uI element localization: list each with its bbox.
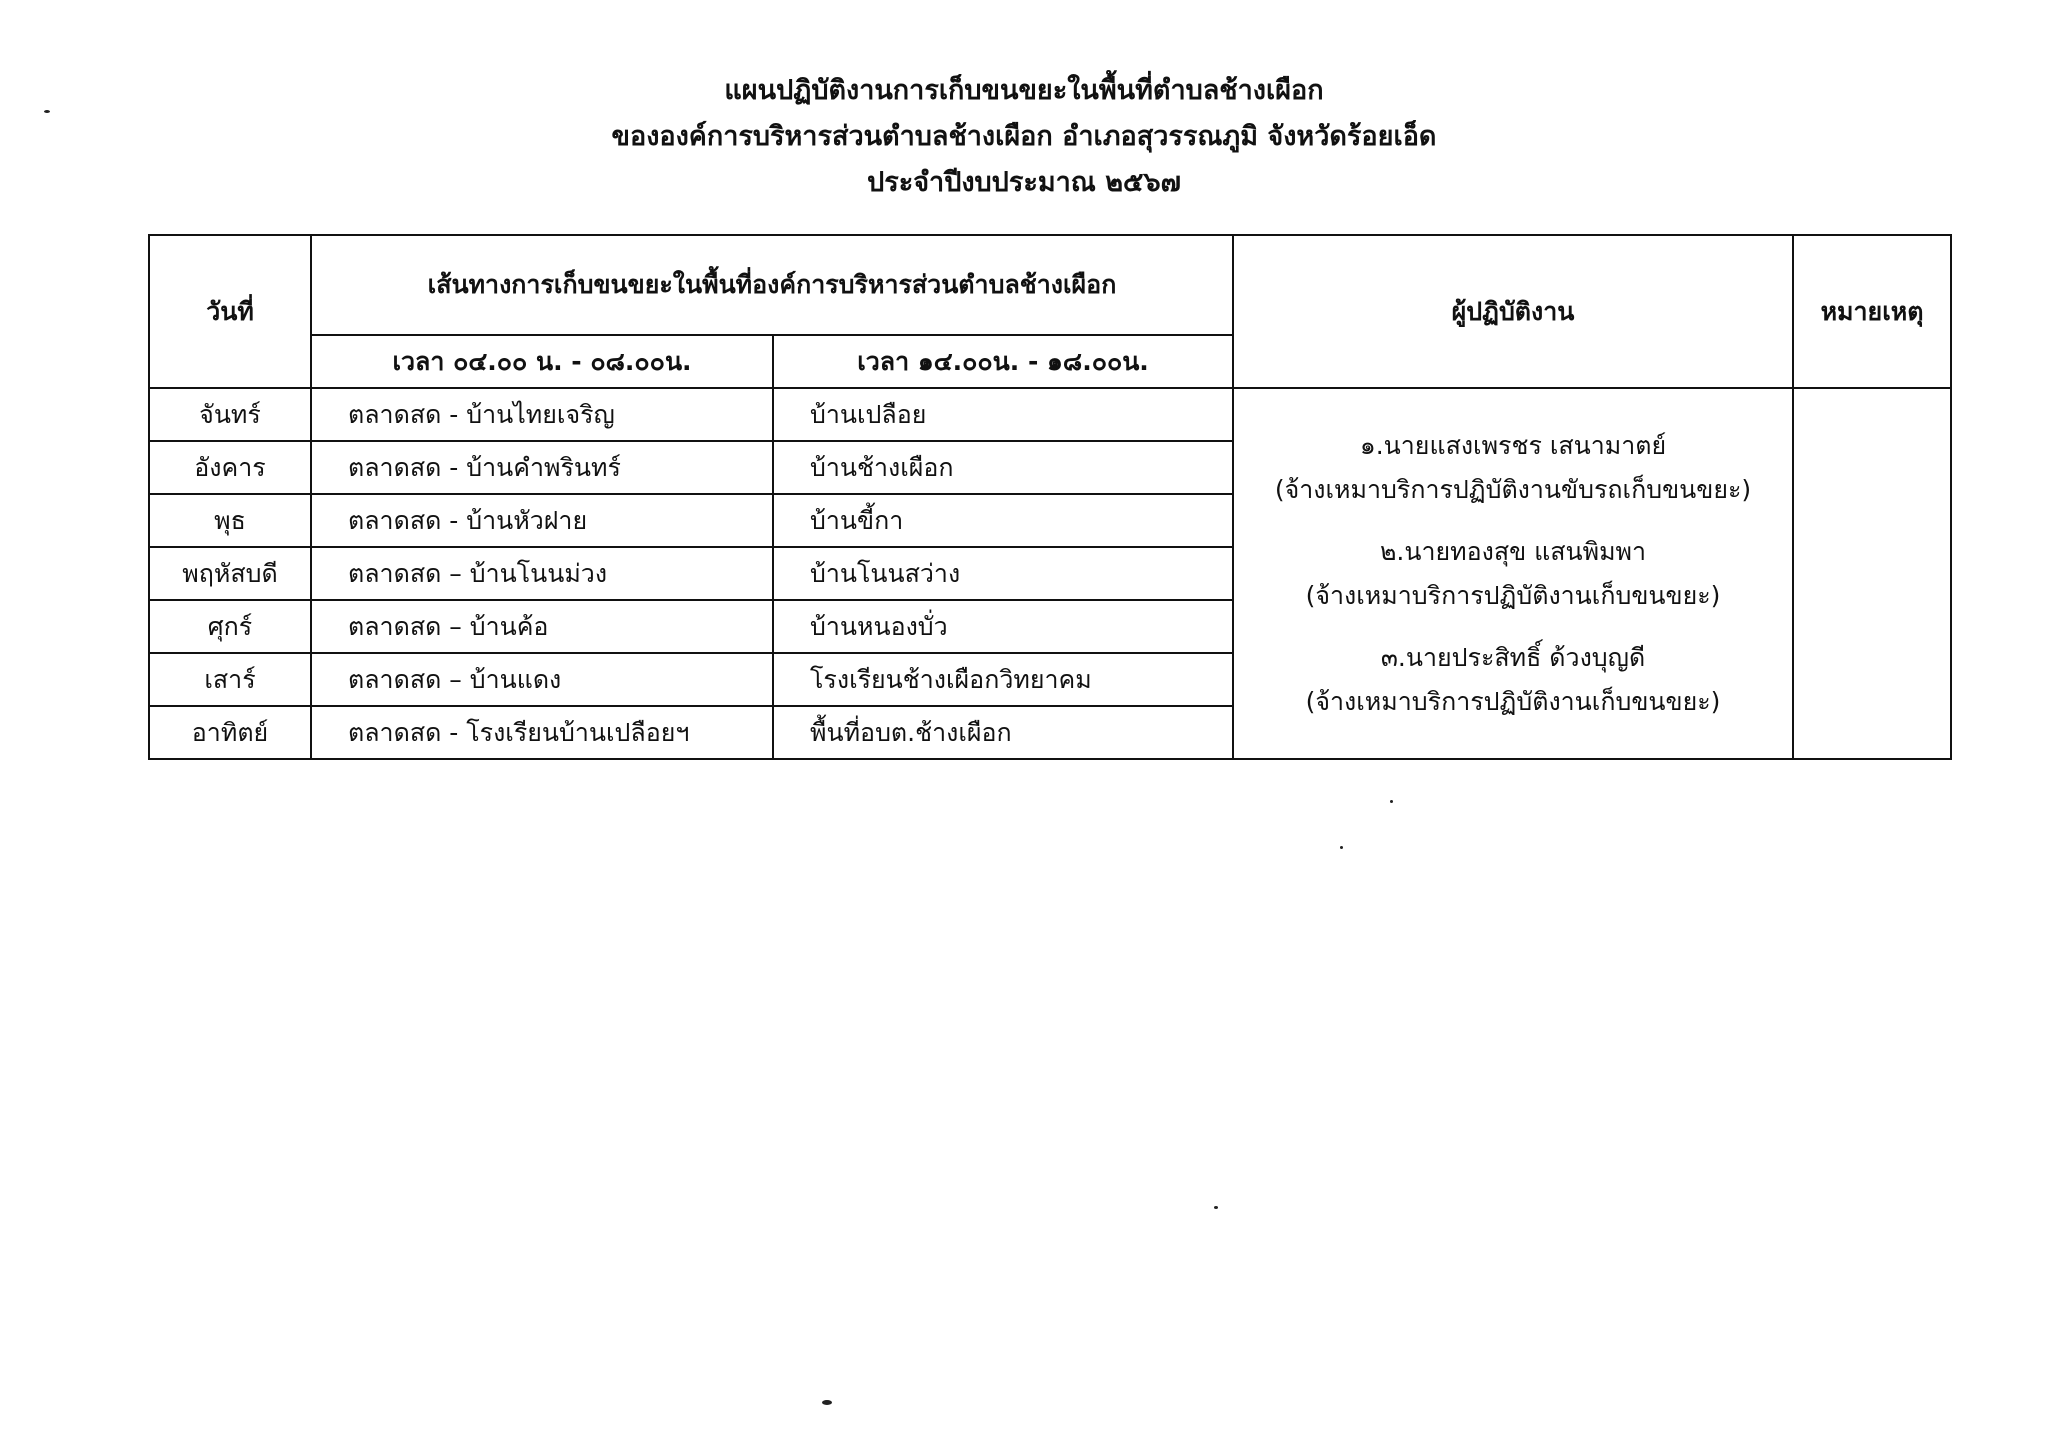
- document-header: [0, 68, 2048, 206]
- worker-role: (จ้างเหมาบริการปฏิบัติงานเก็บขนขยะ): [1305, 580, 1721, 610]
- day-cell: อาทิตย์: [149, 706, 311, 759]
- header-morning-time: เวลา ๐๔.๐๐ น. - ๐๘.๐๐น.: [311, 335, 773, 388]
- title-line-2: ขององค์การบริหารส่วนตำบลช้างเผือก อำเภอสุวรรณภูมิ จังหวัดร้อยเอ็ด: [611, 121, 1437, 152]
- morning-route-cell: ตลาดสด - บ้านหัวฝาย: [311, 494, 773, 547]
- afternoon-route-cell: บ้านหนองบั่ว: [773, 600, 1233, 653]
- morning-route-cell: ตลาดสด – บ้านแดง: [311, 653, 773, 706]
- afternoon-route-cell: บ้านช้างเผือก: [773, 441, 1233, 494]
- header-route: เส้นทางการเก็บขนขยะในพื้นที่องค์การบริหารส่วนตำบลช้างเผือก: [311, 235, 1233, 335]
- workers-cell: [1233, 388, 1793, 759]
- morning-route-cell: ตลาดสด – บ้านโนนม่วง: [311, 547, 773, 600]
- worker-name: ๓.นายประสิทธิ์ ด้วงบุญดี: [1380, 642, 1646, 672]
- morning-route-cell: ตลาดสด - บ้านไทยเจริญ: [311, 388, 773, 441]
- morning-route-cell: ตลาดสด - บ้านคำพรินทร์: [311, 441, 773, 494]
- header-workers: ผู้ปฏิบัติงาน: [1233, 235, 1793, 388]
- table-row: [149, 388, 1951, 441]
- header-remarks: หมายเหตุ: [1793, 235, 1951, 388]
- day-cell: พุธ: [149, 494, 311, 547]
- worker-role: (จ้างเหมาบริการปฏิบัติงานขับรถเก็บขนขยะ): [1274, 474, 1752, 504]
- day-cell: เสาร์: [149, 653, 311, 706]
- worker-role: (จ้างเหมาบริการปฏิบัติงานเก็บขนขยะ): [1305, 686, 1721, 716]
- scan-speck: [1390, 800, 1393, 803]
- scan-speck: [822, 1400, 832, 1405]
- scan-speck: [1340, 846, 1343, 849]
- worker-name: ๑.นายแสงเพรชร เสนามาตย์: [1359, 430, 1667, 460]
- header-row: [149, 235, 1951, 335]
- title-line-1: แผนปฏิบัติงานการเก็บขนขยะในพื้นที่ตำบลช้างเผือก: [724, 75, 1324, 106]
- scan-speck: [44, 110, 50, 113]
- worker-name: ๒.นายทองสุข แสนพิมพา: [1379, 536, 1647, 566]
- morning-route-cell: ตลาดสด - โรงเรียนบ้านเปลือยฯ: [311, 706, 773, 759]
- afternoon-route-cell: บ้านโนนสว่าง: [773, 547, 1233, 600]
- day-cell: พฤหัสบดี: [149, 547, 311, 600]
- morning-route-cell: ตลาดสด – บ้านค้อ: [311, 600, 773, 653]
- day-cell: จันทร์: [149, 388, 311, 441]
- day-cell: อังคาร: [149, 441, 311, 494]
- afternoon-route-cell: บ้านเปลือย: [773, 388, 1233, 441]
- header-day: วันที่: [149, 235, 311, 388]
- afternoon-route-cell: พื้นที่อบต.ช้างเผือก: [773, 706, 1233, 759]
- day-cell: ศุกร์: [149, 600, 311, 653]
- afternoon-route-cell: โรงเรียนช้างเผือกวิทยาคม: [773, 653, 1233, 706]
- collection-schedule-table: [148, 234, 1952, 760]
- header-afternoon-time: เวลา ๑๔.๐๐น. - ๑๘.๐๐น.: [773, 335, 1233, 388]
- afternoon-route-cell: บ้านขี้กา: [773, 494, 1233, 547]
- scan-speck: [1214, 1206, 1218, 1209]
- title-line-3: ประจำปีงบประมาณ ๒๕๖๗: [867, 167, 1181, 198]
- remarks-cell: [1793, 388, 1951, 759]
